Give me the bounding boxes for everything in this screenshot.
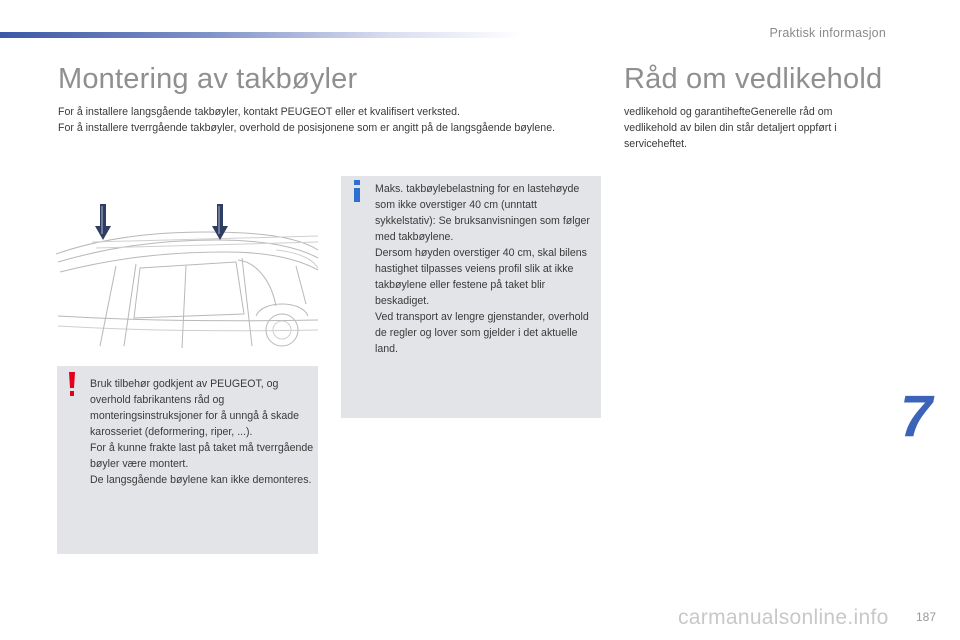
header-gradient-bar — [0, 32, 520, 38]
info-icon — [351, 180, 363, 202]
warning-box-accessories — [57, 366, 318, 554]
car-roof-illustration — [56, 196, 320, 352]
info-line-2: Dersom høyden overstiger 40 cm, skal bilens hastighet tilpasses veiens profil slik at ikke takbøylene eller festene på taket blir beskadiget. — [375, 247, 587, 307]
warning-line-1: Bruk tilbehør godkjent av PEUGEOT, og overhold fabrikantens råd og monteringsinstruksjoner for å unngå å skade karosseriet (deformering, riper, ...). — [90, 378, 300, 438]
maintenance-text: vedlikehold og garantihefteGenerelle råd om vedlikehold av bilen din står detaljert oppført i serviceheftet. — [624, 106, 837, 150]
exclamation-icon — [68, 372, 76, 396]
page-title-maintenance: Råd om vedlikehold — [624, 63, 883, 95]
intro-paragraph-1: For å installere langsgående takbøyler, kontakt PEUGEOT eller et kvalifisert verksted. — [58, 106, 460, 118]
page-number: 187 — [915, 610, 936, 624]
chapter-number: 7 — [900, 384, 933, 449]
info-line-3: Ved transport av lengre gjenstander, overhold de regler og lover som gjelder i det aktuelle land. — [375, 311, 589, 355]
warning-line-2: For å kunne frakte last på taket må tverrgående bøyler være montert. — [90, 442, 314, 470]
intro-paragraph-2: For å installere tverrgående takbøyler, overhold de posisjonene som er angitt på de langsgående bøylene. — [58, 122, 556, 134]
info-line-1: Maks. takbøylebelastning for en lastehøyde som ikke overstiger 40 cm (unntatt sykkelstativ): Se bruksanvisningen som følger med takbøylene. — [375, 183, 590, 243]
page-title-roof-bars: Montering av takbøyler — [58, 63, 358, 95]
section-header: Praktisk informasjon — [769, 26, 886, 40]
warning-box-text — [90, 376, 315, 488]
info-box-text — [375, 181, 595, 357]
warning-line-3: De langsgående bøylene kan ikke demonteres. — [90, 474, 312, 486]
roof-bars-intro — [58, 104, 598, 136]
watermark: carmanualsonline.info — [678, 606, 889, 629]
info-box-roof-load — [341, 176, 601, 418]
